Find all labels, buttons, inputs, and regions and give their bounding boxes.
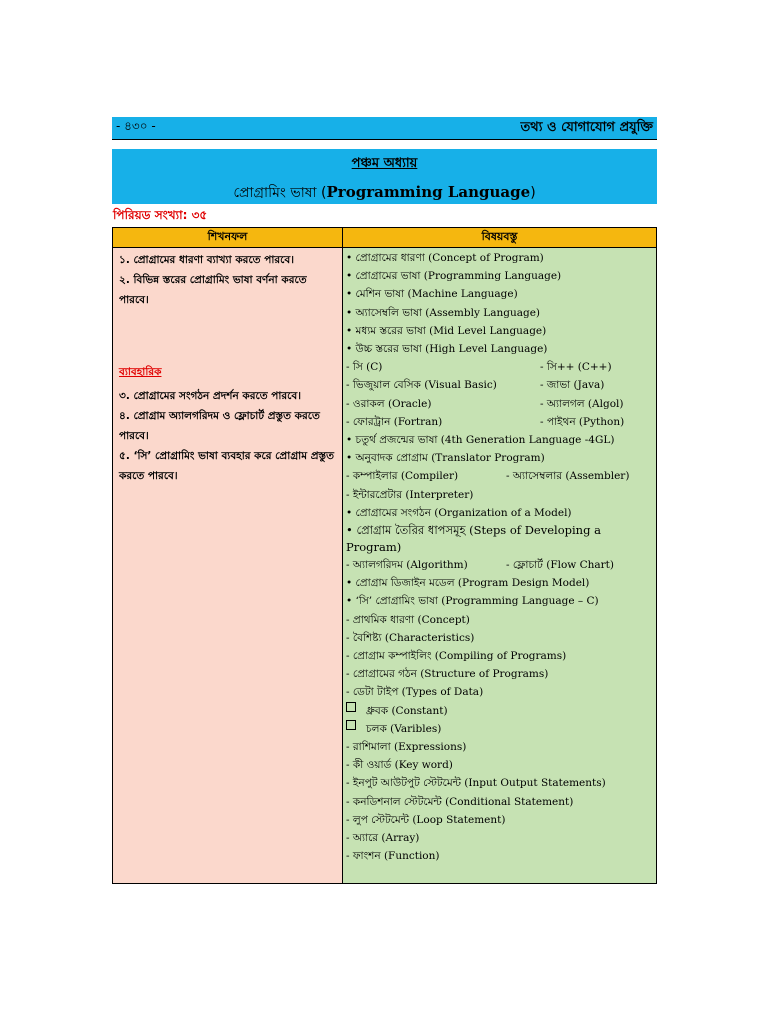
content-item: • প্রোগ্রাম তৈরির ধাপসমূহ (Steps of Developing a Program) [346, 523, 601, 555]
outcome-item: ২. বিভিন্ন স্তরের প্রোগ্রামিং ভাষা বর্ণনা করতে পারবে। [119, 274, 307, 306]
contents-header: বিষয়বস্তু [343, 228, 657, 248]
outcomes-header: শিখনফল [113, 228, 343, 248]
content-item: - প্রাথমিক ধারণা (Concept) [346, 613, 470, 626]
content-item: - ইনপুট আউটপুট স্টেটমেন্ট (Input Output Statements) [346, 777, 606, 790]
content-item: - কনডিশনাল স্টেটমেন্ট (Conditional Statement) [346, 795, 574, 808]
content-item: • অ্যাসেম্বলি ভাষা (Assembly Language) [346, 306, 541, 319]
content-item: • প্রোগ্রামের ধারণা (Concept of Program) [346, 252, 544, 264]
period-count: পিরিয়ড সংখ্যা: ৩৫ [113, 208, 208, 222]
content-item: • উচ্চ স্তরের ভাষা (High Level Language) [346, 343, 548, 356]
subject-title: তথ্য ও যোগাযোগ প্রযুক্তি [520, 119, 653, 135]
content-item: • মধ্যম স্তরের ভাষা (Mid Level Language) [346, 324, 547, 337]
page-number: - ৪৩০ - [116, 119, 156, 133]
content-item: - প্রোগ্রাম কম্পাইলিং (Compiling of Programs) [346, 650, 567, 663]
content-item: - লুপ স্টেটমেন্ট (Loop Statement) [346, 813, 506, 826]
content-item: • প্রোগ্রামের সংগঠন (Organization of a Model) [346, 506, 572, 519]
content-item: - ফাংশন (Function) [346, 850, 440, 863]
content-item: - অ্যারে (Array) [346, 832, 420, 845]
content-item: - ইন্টারপ্রেটার (Interpreter) [346, 488, 474, 501]
chapter-heading: পঞ্চম অধ্যায় [351, 156, 418, 171]
content-pair: - ফোরট্রান (Fortran) - পাইথন (Python) [346, 415, 625, 428]
outcome-item: ৩. প্রোগ্রামের সংগঠন প্রদর্শন করতে পারবে। [119, 390, 302, 402]
chapter-banner [112, 149, 657, 204]
outcome-item: ১. প্রোগ্রামের ধারণা ব্যাখ্যা করতে পারবে। [119, 254, 294, 266]
outcome-item: ৫. ‘সি’ প্রোগ্রামিং ভাষা ব্যবহার করে প্রোগ্রাম প্রস্তুত করতে পারবে। [119, 450, 334, 482]
content-pair: - ভিজুয়াল বেসিক (Visual Basic) - জাভা (Java) [346, 379, 605, 392]
page-header-bar [112, 117, 657, 139]
content-item: • অনুবাদক প্রোগ্রাম (Translator Program) [346, 452, 545, 465]
content-item: • প্রোগ্রামের ভাষা (Programming Language) [346, 270, 562, 283]
practical-label: ব্যাবহারিক [119, 366, 162, 378]
content-pair: - সি (C) - সি++ (C++) [346, 361, 612, 374]
outcomes-cell [113, 248, 343, 884]
content-item: - প্রোগ্রামের গঠন (Structure of Programs) [346, 668, 549, 681]
content-item: - ডেটা টাইপ (Types of Data) [346, 686, 484, 699]
content-item: - রাশিমালা (Expressions) [346, 741, 467, 754]
checkbox-icon [346, 720, 356, 730]
content-pair: - কম্পাইলার (Compiler) - অ্যাসেম্বলার (Assembler) [346, 470, 630, 483]
content-pair: - অ্যালগরিদম (Algorithm) - ফ্লোচার্ট (Flow Chart) [346, 559, 614, 572]
content-item: • মেশিন ভাষা (Machine Language) [346, 288, 518, 301]
content-item: • ‘সি’ প্রোগ্রামিং ভাষা (Programming Language – C) [346, 595, 599, 608]
outcome-item: ৪. প্রোগ্রাম অ্যালগরিদম ও ফ্লোচার্ট প্রস্তুত করতে পারবে। [119, 410, 320, 442]
content-item: - কী ওয়ার্ড (Key word) [346, 759, 453, 772]
content-item: • চতুর্থ প্রজন্মের ভাষা (4th Generation Language -4GL) [346, 434, 615, 447]
content-item-boxed: চলক (Varibles) [346, 720, 652, 738]
checkbox-icon [346, 702, 356, 712]
content-item: • প্রোগ্রাম ডিজাইন মডেল (Program Design Model) [346, 577, 590, 590]
content-pair: - ওরাকল (Oracle) - অ্যালগল (Algol) [346, 397, 624, 410]
header-divider [112, 139, 657, 140]
chapter-title: প্রোগ্রামিং ভাষা (Programming Language) [233, 183, 536, 201]
content-item: - বৈশিষ্ট্য (Characteristics) [346, 631, 475, 644]
content-item-boxed: ধ্রুবক (Constant) [346, 702, 652, 720]
contents-cell [343, 248, 657, 884]
syllabus-table [112, 227, 657, 884]
